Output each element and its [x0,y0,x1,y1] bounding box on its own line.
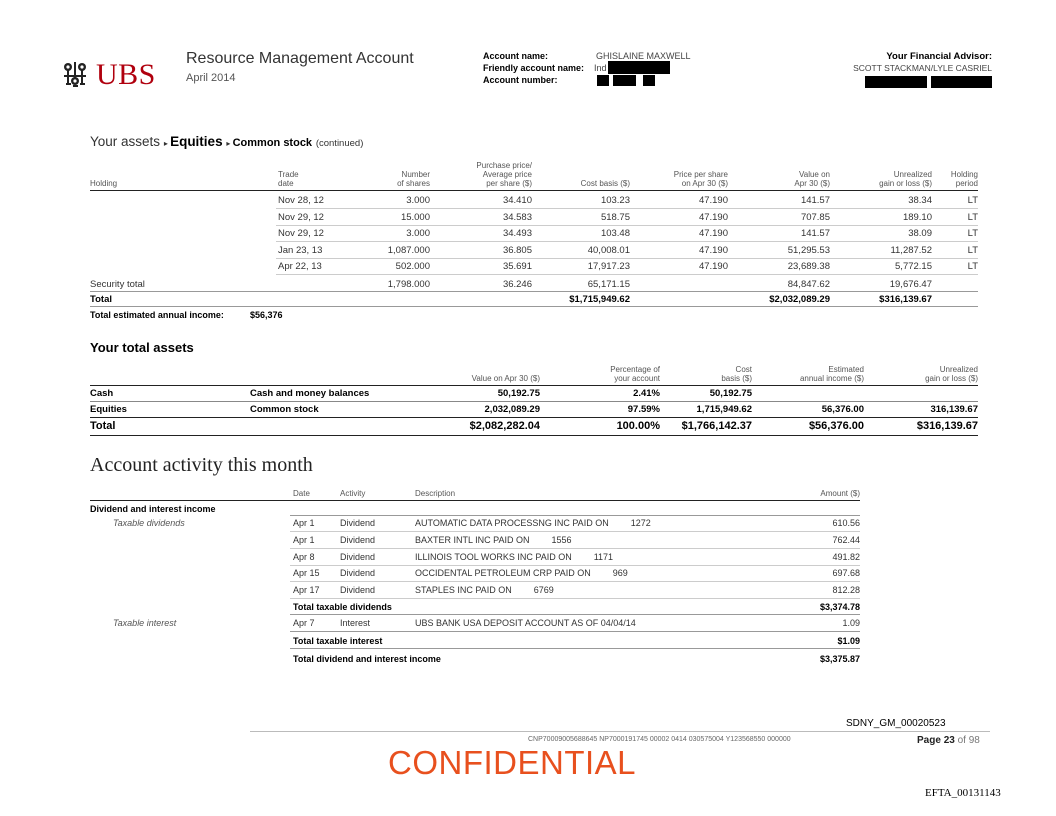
security-total-value: 84,847.62 [787,279,830,290]
statement-title: Resource Management Account [186,50,414,67]
dividend-amount: 610.56 [832,518,860,528]
trade-date: Jan 23, 13 [278,244,323,256]
divider [276,208,978,209]
dividend-amount: 762.44 [832,534,860,545]
asset-description: Cash and money balances [250,388,370,399]
dividend-description [415,585,554,595]
equities-total-label: Total [90,294,112,305]
confidential-stamp: CONFIDENTIAL [388,744,637,781]
account-name-value: GHISLAINE MAXWELL [596,51,691,61]
dividend-amount: 491.82 [832,551,860,562]
breadcrumb-common: Common stock [232,137,313,149]
average-price: 36.805 [502,244,532,256]
equities-total-cost: $1,715,949.62 [569,294,630,305]
grand-total-value: $3,375.87 [819,654,860,664]
price-per-share: 47.190 [698,244,728,256]
redaction-box [608,61,670,74]
asset-category: Equities [90,404,127,415]
price-per-share: 47.190 [698,195,728,206]
dividend-activity: Dividend [340,534,376,545]
asset-percentage: 97.59% [627,404,660,415]
col-header-cost-basis: Cost basis ($) [580,179,630,188]
redaction-box [597,75,609,86]
redaction-box [931,76,992,88]
shares: 502.000 [395,261,430,272]
total-assets-total-income: $56,376.00 [808,420,864,432]
activity-title: Account activity this month [90,454,313,476]
asset-cost-basis: 1,715,949.62 [696,404,752,415]
divider [90,385,978,386]
col-header-value: Value on Apr 30 ($) [471,374,540,383]
total-assets-title: Your total assets [90,340,194,355]
total-interest-label: Total taxable interest [293,636,383,646]
dividend-date: Apr 8 [293,551,315,562]
account-name-label: Account name: [483,51,549,61]
shares: 3.000 [406,228,430,239]
account-number-label: Account number: [483,75,558,85]
security-total-label: Security total [90,279,145,290]
page-label: Page [917,735,941,746]
cost-basis: 103.23 [600,195,630,206]
col-header-annual-income: Estimated annual income ($) [799,365,864,383]
footer-code: CNP70009005688645 NP7000191745 00002 0414 030575004 Y123568550 000000 [528,736,791,743]
col-header-price: Price per share on Apr 30 ($) [673,170,728,188]
col-header-trade-date: Trade date [278,170,299,188]
col-header-shares: Number of shares [397,170,430,188]
asset-cost-basis: 50,192.75 [709,388,752,399]
col-header-description: Description [415,489,456,498]
cost-basis: 518.75 [600,211,630,223]
annual-income-value: $56,376 [250,310,283,320]
advisor-label: Your Financial Advisor: [886,51,992,62]
col-header-date: Date [293,489,310,498]
friendly-name-label: Friendly account name: [483,63,585,73]
market-value: 51,295.53 [787,244,830,256]
holding-period: LT [967,228,978,239]
holding-period: LT [967,211,978,223]
market-value: 141.57 [800,195,830,206]
dividend-description [415,535,572,545]
page-indicator [917,735,980,746]
market-value: 707.85 [800,211,830,223]
trade-date: Nov 29, 12 [278,228,324,239]
breadcrumb [90,134,363,149]
interest-activity: Interest [340,618,371,628]
divider [290,648,860,649]
interest-description: UBS BANK USA DEPOSIT ACCOUNT AS OF 04/04/14 [415,618,636,628]
redaction-box [865,76,927,88]
holding-period: LT [967,261,978,272]
dividend-share-count: 6769 [533,585,554,596]
asset-category: Cash [90,388,114,399]
page-number: 23 [943,735,955,746]
dividend-share-count: 1272 [630,518,651,528]
price-per-share: 47.190 [698,211,728,223]
shares: 1,087.000 [387,244,430,256]
section-label: Dividend and interest income [90,504,216,514]
price-per-share: 47.190 [698,228,728,239]
divider [290,581,860,582]
dividend-description-text: STAPLES INC PAID ON [415,585,512,596]
cost-basis: 103.48 [600,228,630,239]
footer-rule [250,731,990,732]
trade-date: Nov 28, 12 [278,195,324,206]
annual-income-label: Total estimated annual income: [90,310,224,320]
dividend-activity: Dividend [340,585,376,596]
shares: 3.000 [406,195,430,206]
dividend-date: Apr 17 [293,585,320,596]
dividend-date: Apr 1 [293,534,315,545]
dividend-activity: Dividend [340,518,376,528]
dividend-description [415,552,613,562]
average-price: 34.410 [502,195,532,206]
dividend-description-text: OCCIDENTAL PETROLEUM CRP PAID ON [415,568,591,579]
dividend-activity: Dividend [340,551,376,562]
divider [290,565,860,566]
col-header-amount: Amount ($) [820,489,860,498]
market-value: 23,689.38 [787,261,830,272]
ubs-logo [58,58,163,94]
col-header-percentage: Percentage of your account [610,365,660,383]
dividend-date: Apr 15 [293,568,320,579]
asset-description: Common stock [250,404,319,415]
holding-period: LT [967,244,978,256]
interest-date: Apr 7 [293,618,315,628]
divider [290,598,860,599]
unrealized-gain: 5,772.15 [895,261,932,272]
average-price: 34.493 [502,228,532,239]
dividend-description-text: AUTOMATIC DATA PROCESSNG INC PAID ON [415,518,609,528]
unrealized-gain: 11,287.52 [890,244,932,256]
cost-basis: 17,917.23 [587,261,630,272]
advisor-name: SCOTT STACKMAN/LYLE CASRIEL [853,63,992,73]
divider [90,306,978,307]
divider [290,515,860,516]
divider [90,190,978,191]
unrealized-gain: 38.34 [908,195,932,206]
holding-period: LT [967,195,978,206]
total-dividends-value: $3,374.78 [819,602,860,612]
divider [276,258,978,259]
statement-period: April 2014 [186,72,236,84]
divider [90,417,978,418]
grand-total-label: Total dividend and interest income [293,654,441,664]
dividend-description [415,568,628,578]
breadcrumb-arrow-icon: ▸ [226,139,233,148]
market-value: 141.57 [800,228,830,239]
redaction-box [613,75,636,86]
equities-total-gain: $316,139.67 [879,294,932,305]
efta-number: EFTA_00131143 [925,787,1001,799]
divider [290,548,860,549]
equities-total-value: $2,032,089.29 [769,294,830,305]
asset-unrealized-gain: 316,139.67 [930,404,978,415]
total-assets-total-pct: 100.00% [616,420,660,432]
dividend-share-count: 1171 [593,551,614,562]
dividend-description-text: BAXTER INTL INC PAID ON [415,534,530,545]
asset-annual-income: 56,376.00 [821,404,864,415]
friendly-name-value: Ind [594,63,607,73]
breadcrumb-continued: (continued) [315,138,364,149]
dividend-share-count: 1556 [551,534,572,545]
col-header-gain: Unrealized gain or loss ($) [925,365,978,383]
dividends-label: Taxable dividends [113,518,185,528]
cost-basis: 40,008.01 [587,244,630,256]
security-total-cost: 65,171.15 [587,279,630,290]
interest-amount: 1.09 [842,618,860,628]
total-pages: 98 [968,735,980,746]
total-assets-total-cost: $1,766,142.37 [681,420,752,432]
dividend-description-text: ILLINOIS TOOL WORKS INC PAID ON [415,551,572,562]
divider [276,274,978,275]
col-header-period: Holding period [950,170,978,188]
interest-label: Taxable interest [113,618,177,628]
security-total-shares: 1,798.000 [387,279,430,290]
price-per-share: 47.190 [698,261,728,272]
of-label: of [957,735,966,746]
security-total-avg: 36.246 [502,279,532,290]
dividend-description [415,518,651,528]
dividend-amount: 812.28 [832,585,860,596]
ubs-wordmark: UBS [96,58,156,91]
dividend-share-count: 969 [612,568,628,579]
total-assets-total-gain: $316,139.67 [916,420,978,432]
col-header-gain: Unrealized gain or loss ($) [879,170,932,188]
trade-date: Nov 29, 12 [278,211,324,223]
total-assets-total-value: $2,082,282.04 [469,420,540,432]
col-header-activity: Activity [340,489,366,498]
bates-number: SDNY_GM_00020523 [846,718,946,729]
breadcrumb-equities: Equities [170,134,223,149]
asset-value: 2,032,089.29 [484,404,540,415]
divider [290,614,860,615]
divider [276,241,978,242]
ubs-keys-icon [58,58,92,92]
divider [90,401,978,402]
divider [290,531,860,532]
breadcrumb-assets: Your assets [90,134,161,149]
col-header-value: Value on Apr 30 ($) [794,170,830,188]
trade-date: Apr 22, 13 [278,261,322,272]
average-price: 35.691 [502,261,532,272]
col-header-cost-basis: Cost basis ($) [721,365,752,383]
unrealized-gain: 189.10 [902,211,932,223]
shares: 15.000 [400,211,430,223]
security-total-gain: 19,676.47 [889,279,932,290]
average-price: 34.583 [502,211,532,223]
total-interest-value: $1.09 [837,636,860,646]
dividend-amount: 697.68 [832,568,860,579]
asset-percentage: 2.41% [633,388,660,399]
divider [90,291,978,292]
col-header-purchase-price: Purchase price/ Average price per share ($) [476,161,532,188]
redaction-box [643,75,655,86]
dividend-date: Apr 1 [293,518,315,528]
dividend-activity: Dividend [340,568,376,579]
asset-value: 50,192.75 [497,388,540,399]
unrealized-gain: 38.09 [908,228,932,239]
col-header-holding: Holding [90,179,118,188]
divider [290,631,860,632]
total-assets-total-label: Total [90,420,116,432]
divider [90,500,860,501]
breadcrumb-arrow-icon: ▸ [163,139,171,148]
divider [90,435,978,436]
total-dividends-label: Total taxable dividends [293,602,392,612]
divider [276,225,978,226]
